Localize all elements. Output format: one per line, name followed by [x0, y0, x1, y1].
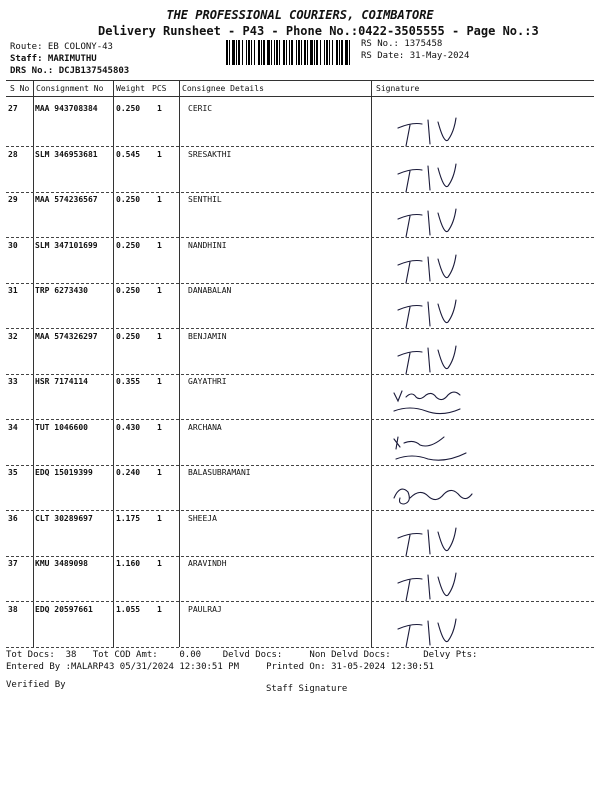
col-header-weight: Weight [116, 84, 145, 93]
barcode-image [226, 40, 354, 65]
table-row [0, 514, 600, 559]
signature-image [390, 387, 480, 421]
row-divider [6, 146, 594, 147]
row-divider [6, 328, 594, 329]
row-pcs: 1 [157, 604, 162, 614]
table-top-rule [6, 80, 594, 81]
col-header-sno: S No [10, 84, 30, 93]
row-sno: 33 [8, 377, 18, 386]
row-weight: 0.250 [116, 104, 141, 113]
signature-image [390, 205, 480, 239]
row-pcs: 1 [157, 104, 162, 113]
runsheet-title: Delivery Runsheet - P43 - Phone No.:0422-3505555 - Page No.:3 [98, 24, 539, 38]
table-row [0, 559, 600, 604]
table-row [0, 150, 600, 195]
table-row [0, 605, 600, 650]
row-pcs: 1 [157, 513, 162, 523]
staff-label: Staff: MARIMUTHU [10, 54, 97, 64]
row-weight: 1.055 [116, 604, 141, 614]
signature-image [390, 615, 480, 649]
row-pcs: 1 [157, 286, 162, 295]
row-weight: 0.250 [116, 286, 141, 295]
verified-by-label: Verified By [6, 680, 66, 690]
row-divider [6, 374, 594, 375]
table-row [0, 423, 600, 468]
row-sno: 38 [8, 604, 18, 614]
staff-signature-label: Staff Signature [266, 684, 348, 694]
row-divider [6, 419, 594, 420]
row-divider [6, 465, 594, 466]
row-consignee: BENJAMIN [188, 331, 227, 341]
row-sno: 35 [8, 468, 18, 477]
row-sno: 28 [8, 149, 18, 159]
row-divider [6, 601, 594, 602]
row-consignee: DANABALAN [188, 286, 232, 295]
table-row [0, 377, 600, 422]
row-consignment: EDQ 20597661 [35, 604, 93, 614]
table-row [0, 195, 600, 240]
row-weight: 0.250 [116, 195, 141, 204]
row-sno: 30 [8, 240, 18, 250]
company-title: THE PROFESSIONAL COURIERS, COIMBATORE [166, 8, 434, 22]
row-pcs: 1 [157, 422, 162, 432]
signature-image [390, 251, 480, 285]
row-divider [6, 283, 594, 284]
table-row [0, 104, 600, 149]
row-sno: 27 [8, 104, 18, 113]
row-weight: 0.355 [116, 377, 141, 386]
entered-by-line: Entered By :MALARP43 05/31/2024 12:30:51 PM Printed On: 31-05-2024 12:30:51 [6, 662, 435, 672]
row-weight: 1.160 [116, 559, 141, 568]
row-pcs: 1 [157, 468, 162, 477]
table-row [0, 332, 600, 377]
signature-image [390, 569, 480, 603]
row-pcs: 1 [157, 331, 162, 341]
row-consignee: PAULRAJ [188, 604, 222, 614]
row-consignment: EDQ 15019399 [35, 468, 93, 477]
signature-image [390, 114, 480, 148]
row-consignment: MAA 574236567 [35, 195, 98, 204]
row-weight: 0.430 [116, 422, 141, 432]
row-divider [6, 647, 594, 648]
row-consignee: CERIC [188, 104, 213, 113]
row-pcs: 1 [157, 559, 162, 568]
signature-image [390, 342, 480, 376]
row-sno: 34 [8, 422, 18, 432]
drs-number: DRS No.: DCJB137545803 [10, 66, 130, 76]
rs-date: RS Date: 31-May-2024 [361, 51, 470, 61]
row-consignment: HSR 7174114 [35, 377, 88, 386]
table-row [0, 241, 600, 286]
row-divider [6, 192, 594, 193]
row-weight: 0.545 [116, 149, 141, 159]
row-pcs: 1 [157, 240, 162, 250]
row-pcs: 1 [157, 195, 162, 204]
row-consignee: NANDHINI [188, 240, 227, 250]
col-header-pcs: PCS [152, 84, 167, 93]
row-consignee: ARCHANA [188, 422, 222, 432]
row-divider [6, 510, 594, 511]
col-header-signature: Signature [376, 84, 420, 93]
header-bottom-rule [6, 96, 594, 97]
row-consignment: CLT 30289697 [35, 513, 93, 523]
row-weight: 1.175 [116, 513, 141, 523]
row-consignment: SLM 347101699 [35, 240, 98, 250]
totals-line: Tot Docs: 38 Tot COD Amt: 0.00 Delvd Docs: Non Delvd Docs: Delvy Pts: [6, 650, 478, 660]
row-consignment: MAA 943708384 [35, 104, 98, 113]
row-consignee: SRESAKTHI [188, 149, 232, 159]
signature-image [390, 524, 480, 558]
row-weight: 0.240 [116, 468, 141, 477]
row-consignment: SLM 346953681 [35, 149, 98, 159]
rs-number: RS No.: 1375458 [361, 39, 443, 49]
row-consignment: TUT 1046600 [35, 422, 88, 432]
row-divider [6, 237, 594, 238]
signature-image [390, 296, 480, 330]
row-consignee: SENTHIL [188, 195, 222, 204]
row-pcs: 1 [157, 377, 162, 386]
row-consignment: KMU 3489098 [35, 559, 88, 568]
signature-image [390, 433, 480, 467]
route-label: Route: EB COLONY-43 [10, 42, 113, 52]
signature-image [390, 478, 480, 512]
col-header-consignee: Consignee Details [182, 84, 264, 93]
row-sno: 36 [8, 513, 18, 523]
row-sno: 32 [8, 331, 18, 341]
row-consignment: TRP 6273430 [35, 286, 88, 295]
row-consignee: ARAVINDH [188, 559, 227, 568]
row-weight: 0.250 [116, 240, 141, 250]
row-sno: 31 [8, 286, 18, 295]
row-consignment: MAA 574326297 [35, 331, 98, 341]
row-pcs: 1 [157, 149, 162, 159]
row-sno: 37 [8, 559, 18, 568]
signature-image [390, 160, 480, 194]
row-sno: 29 [8, 195, 18, 204]
col-header-consignment: Consignment No [36, 84, 104, 93]
row-consignee: GAYATHRI [188, 377, 227, 386]
row-consignee: BALASUBRAMANI [188, 468, 251, 477]
row-consignee: SHEEJA [188, 513, 217, 523]
table-row [0, 286, 600, 331]
row-weight: 0.250 [116, 331, 141, 341]
row-divider [6, 556, 594, 557]
table-row [0, 468, 600, 513]
